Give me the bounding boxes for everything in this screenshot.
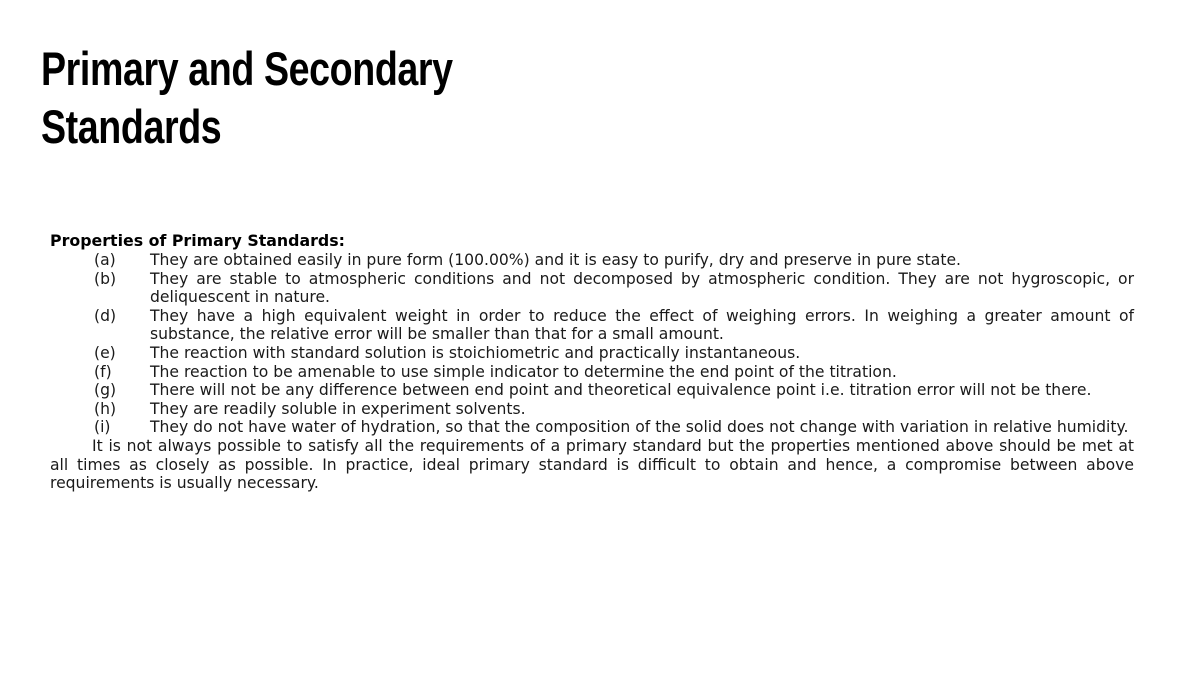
closing-paragraph: It is not always possible to satisfy all the requirements of a primary standard but the properties mentioned above should be met at all times as closely as possible. In practice, ideal primary standard is difficult to obtain and hence, a compromise between above requirements is usually necessary. (50, 436, 1134, 493)
list-item (50, 307, 1134, 344)
list-item-text: They are stable to atmospheric conditions and not decomposed by atmospheric condition. They are not hygroscopic, or deliquescent in nature. (150, 269, 1134, 307)
document-heading: Properties of Primary Standards: (50, 231, 345, 250)
list-item-label: (e) (94, 343, 116, 362)
list-item-label: (i) (94, 418, 111, 437)
list-item-label: (d) (94, 306, 117, 325)
list-item-text: There will not be any difference between end point and theoretical equivalence point i.e. titration error will not be there. (150, 381, 1092, 400)
list-item-text: The reaction to be amenable to use simple indicator to determine the end point of the titration. (150, 362, 897, 381)
list-item (50, 344, 1134, 363)
list-item-label: (g) (94, 381, 117, 400)
list-item-text: They do not have water of hydration, so that the composition of the solid does not change with variation in relative humidity. (150, 418, 1129, 437)
list-item-label: (a) (94, 251, 116, 269)
document-excerpt (50, 231, 1134, 493)
list-item (50, 418, 1134, 437)
list-item-text: They have a high equivalent weight in order to reduce the effect of weighing errors. In weighing a greater amount of substance, the relative error will be smaller than that for a small amount. (150, 306, 1134, 344)
list-item-text: They are readily soluble in experiment solvents. (150, 399, 526, 418)
list-item (50, 270, 1134, 307)
list-item (50, 363, 1134, 382)
slide-title (41, 40, 453, 156)
list-item (50, 400, 1134, 419)
list-item (50, 381, 1134, 400)
list-item-label: (f) (94, 362, 112, 381)
list-item-label: (h) (94, 399, 117, 418)
list-item-text: They are obtained easily in pure form (100.00%) and it is easy to purify, dry and preserve in pure state. (150, 251, 962, 269)
properties-list (50, 251, 1134, 437)
list-item (50, 251, 1134, 270)
list-item-label: (b) (94, 269, 117, 288)
slide-title-line-2: Standards (41, 100, 222, 153)
list-item-text: The reaction with standard solution is stoichiometric and practically instantaneous. (150, 343, 801, 362)
slide-title-line-1: Primary and Secondary (41, 42, 453, 95)
